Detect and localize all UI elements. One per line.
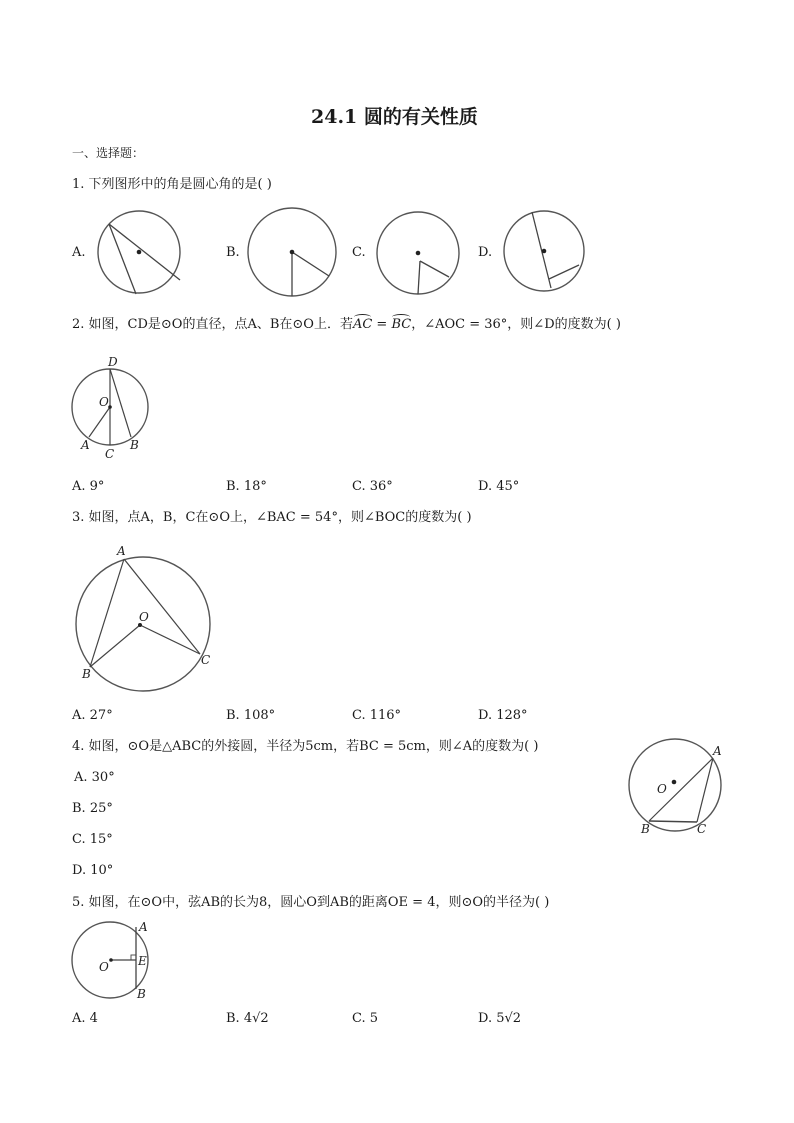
q5-label-a: A [139,920,148,934]
q5-label-o: O [99,960,109,974]
q3-option-a[interactable]: A. 27° [72,708,113,723]
q3-option-c[interactable]: C. 116° [352,708,402,723]
q1-figure-b [245,205,340,300]
q4-option-c[interactable]: C. 15° [72,832,113,847]
q4-option-a[interactable]: A. 30° [74,770,115,785]
q4-label-c: C [697,822,707,836]
q4-label-o: O [657,782,667,796]
q3-figure [66,543,226,695]
q3-option-d[interactable]: D. 128° [478,708,528,723]
q2-figure [66,352,162,462]
q4-label-a: A [713,744,722,758]
q3-option-b[interactable]: B. 108° [226,708,276,723]
q1-figure-d [501,207,591,297]
q1-stem: 1. 下列图形中的角是圆心角的是( ) [72,177,272,192]
q1-figure-a [95,208,185,298]
q2-label-c: C [105,447,115,461]
q5-option-c[interactable]: C. 5 [352,1011,379,1026]
q1-option-d-label[interactable]: D. [478,245,493,260]
q1-option-c-label[interactable]: C. [352,245,366,260]
q4-option-b[interactable]: B. 25° [72,801,113,816]
q3-label-a: A [117,544,126,558]
q5-figure [68,917,158,1005]
q2-label-a: A [81,438,90,452]
q2-label-d: D [108,355,118,369]
q5-label-b: B [137,987,146,1001]
q2-arc-ac: AC [352,317,373,332]
q2-option-b[interactable]: B. 18° [226,479,267,494]
q5-stem: 5. 如图，在⊙O中，弦AB的长为8，圆心O到AB的距离OE = 4，则⊙O的半径为( ) [72,895,550,910]
q2-label-o: O [99,395,109,409]
q2-equals: = [372,317,392,332]
q4-label-b: B [641,822,650,836]
q4-option-d[interactable]: D. 10° [72,863,114,878]
q2-option-c[interactable]: C. 36° [352,479,393,494]
q3-stem: 3. 如图，点A，B，C在⊙O上，∠BAC = 54°，则∠BOC的度数为( ) [72,510,472,525]
q3-label-b: B [82,667,91,681]
page-title: 24.1 圆的有关性质 [311,106,478,128]
section-heading: 一、选择题： [72,146,145,160]
q2-stem-pre: 2. 如图，CD是⊙O的直径，点A、B在⊙O上．若 [72,317,353,332]
q2-option-a[interactable]: A. 9° [72,479,105,494]
q1-option-a-label[interactable]: A. [72,245,86,260]
q1-option-b-label[interactable]: B. [226,245,240,260]
q2-stem [72,317,621,333]
q4-figure [625,735,730,840]
q5-label-e: E [138,954,147,968]
q5-option-a[interactable]: A. 4 [72,1011,98,1026]
q3-label-o: O [139,610,149,624]
q4-stem: 4. 如图，⊙O是△ABC的外接圆，半径为5cm，若BC = 5cm，则∠A的度数为( ) [72,739,539,754]
q2-option-d[interactable]: D. 45° [478,479,520,494]
q1-figure-c [374,209,464,299]
q5-option-d[interactable]: D. 5√2 [478,1011,522,1026]
q2-label-b: B [130,438,139,452]
q2-arc-bc: BC [391,317,412,332]
q2-stem-post: ，∠AOC = 36°，则∠D的度数为( ) [411,317,621,332]
q3-label-c: C [201,653,211,667]
q5-option-b[interactable]: B. 4√2 [226,1011,269,1026]
